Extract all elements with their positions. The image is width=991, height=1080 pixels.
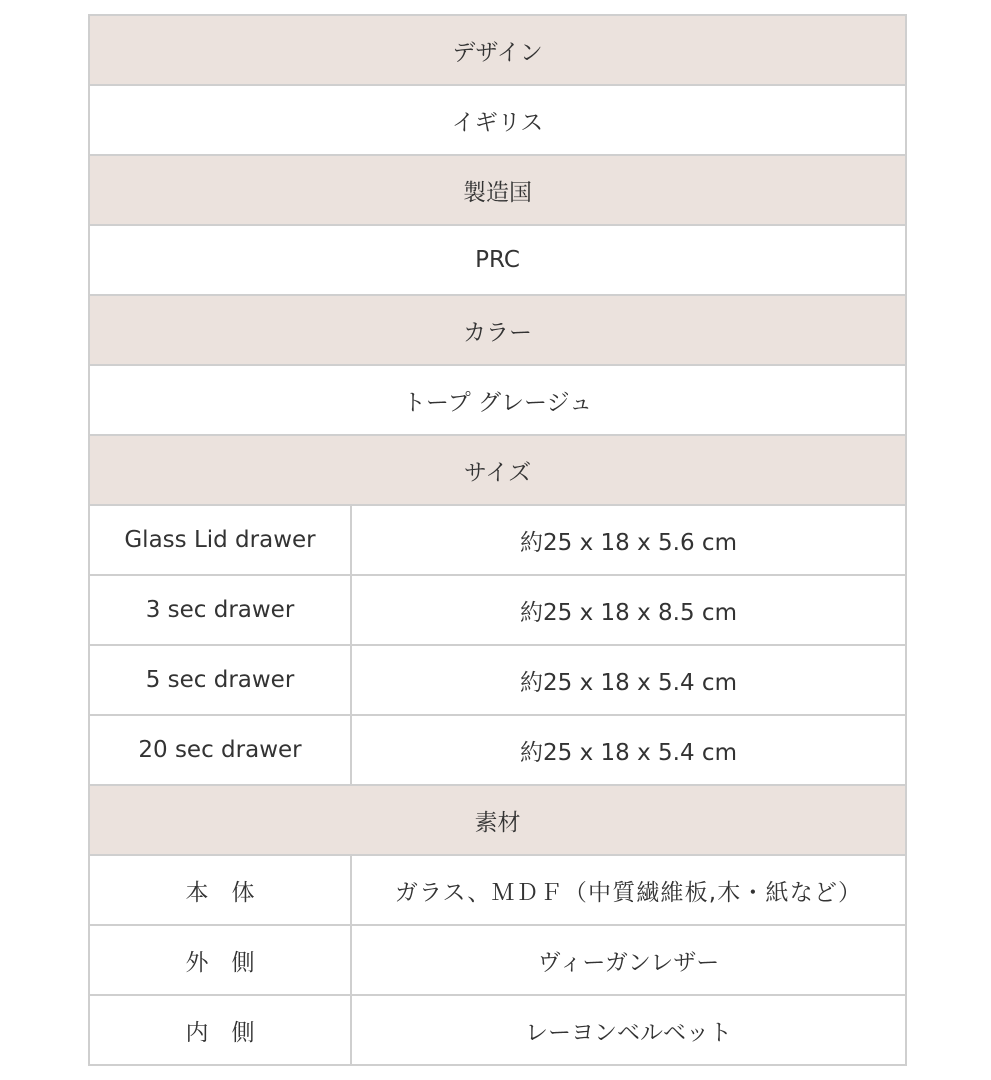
origin-value: PRC (89, 225, 906, 295)
size-row (89, 575, 906, 645)
design-header: デザイン (89, 15, 906, 85)
product-spec-table (88, 14, 907, 1066)
color-value-row (89, 365, 906, 435)
material-part-name: 本 体 (89, 855, 351, 925)
color-header: カラー (89, 295, 906, 365)
material-row (89, 995, 906, 1065)
color-value: トープ グレージュ (89, 365, 906, 435)
origin-header: 製造国 (89, 155, 906, 225)
size-item-value: 約25 x 18 x 5.4 cm (351, 645, 906, 715)
design-value: イギリス (89, 85, 906, 155)
material-part-value: ヴィーガンレザー (351, 925, 906, 995)
size-row (89, 645, 906, 715)
size-item-name: 20 sec drawer (89, 715, 351, 785)
size-row (89, 715, 906, 785)
material-part-value: ガラス、ＭＤＦ（中質繊維板,木・紙など） (351, 855, 906, 925)
material-part-name: 外 側 (89, 925, 351, 995)
size-item-name: Glass Lid drawer (89, 505, 351, 575)
material-row (89, 925, 906, 995)
size-item-value: 約25 x 18 x 5.6 cm (351, 505, 906, 575)
material-header-row (89, 785, 906, 855)
material-part-value: レーヨンベルベット (351, 995, 906, 1065)
size-item-value: 約25 x 18 x 5.4 cm (351, 715, 906, 785)
size-header: サイズ (89, 435, 906, 505)
material-row (89, 855, 906, 925)
size-item-name: 3 sec drawer (89, 575, 351, 645)
material-header: 素材 (89, 785, 906, 855)
origin-value-row (89, 225, 906, 295)
origin-header-row (89, 155, 906, 225)
design-header-row (89, 15, 906, 85)
material-part-name: 内 側 (89, 995, 351, 1065)
size-item-name: 5 sec drawer (89, 645, 351, 715)
design-value-row (89, 85, 906, 155)
color-header-row (89, 295, 906, 365)
size-item-value: 約25 x 18 x 8.5 cm (351, 575, 906, 645)
size-row (89, 505, 906, 575)
size-header-row (89, 435, 906, 505)
